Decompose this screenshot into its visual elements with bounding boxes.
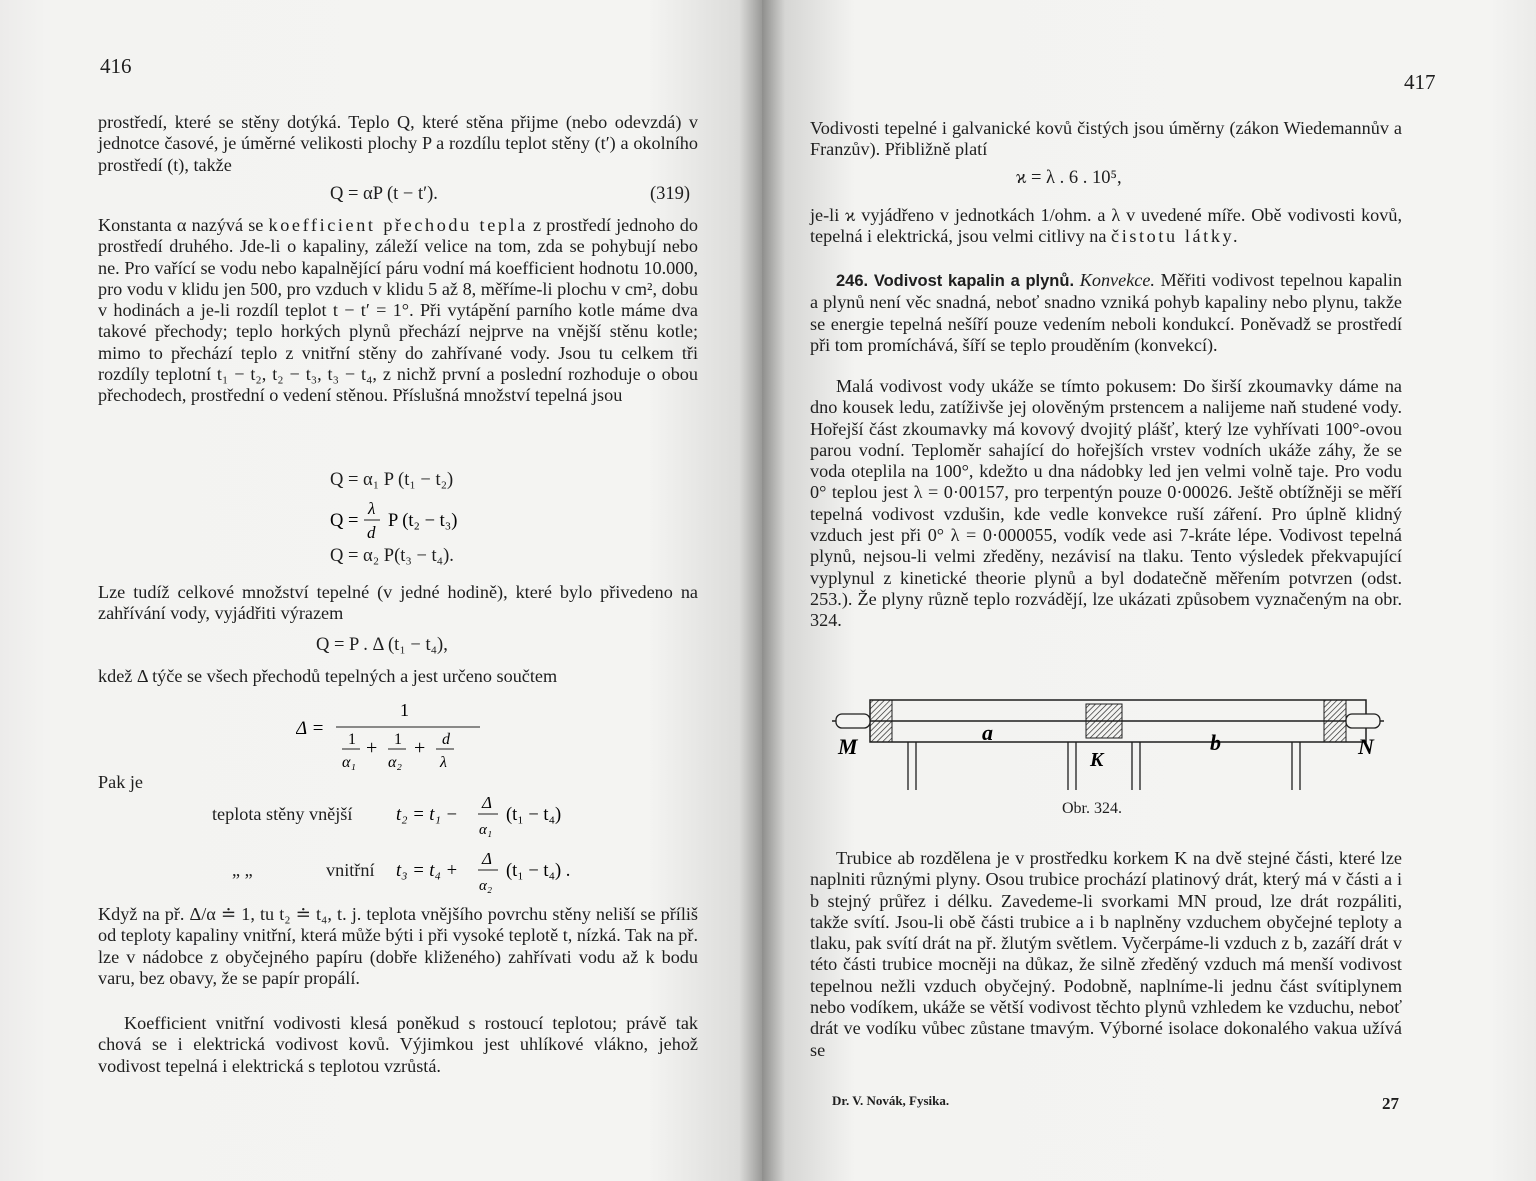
section-246: 246. Vodivost kapalin a plynů. Konvekce. Měřiti vodivost tepelnou kapalin a plynů není věc snadná, neboť snadno vzniká pohyb kapaliny nebo plynu, takže se energie tepelná nešíří pouze vedením neboli kondukcí. Poněvadž se prostředí při tom promíchává, šíří se teplo prouděním (konvekcí).	[810, 270, 1402, 355]
left-para-4: kdež Δ týče se všech přechodů tepelných a jest určeno součtem	[98, 666, 558, 686]
svg-text:(t₁ − t₄) .: (t₁ − t₄) .	[506, 861, 571, 881]
footer-author: Dr. V. Novák, Fysika.	[832, 1093, 950, 1108]
right-stopper	[1324, 700, 1346, 742]
figure-caption: Obr. 324.	[1062, 800, 1122, 817]
right-page-number: 417	[1404, 70, 1436, 94]
label-b: b	[1210, 730, 1221, 755]
left-page	[0, 0, 762, 1181]
label-m: M	[838, 734, 858, 759]
footer-sheet-number: 27	[1382, 1094, 1399, 1113]
svg-text:t₃ = t₄ +: t₃ = t₄ +	[396, 861, 458, 881]
svg-text:λ: λ	[368, 499, 376, 518]
svg-text:Δ =: Δ =	[296, 718, 325, 739]
svg-text:Δ: Δ	[482, 849, 492, 868]
svg-text:1: 1	[394, 731, 402, 748]
equation-q-alpha1: Q = α₁ P (t₁ − t₂)	[330, 470, 454, 490]
left-stopper	[870, 700, 892, 742]
section-title: Vodivost kapalin a plynů.	[873, 272, 1075, 290]
cork-k	[1086, 704, 1122, 738]
right-para-5: Trubice ab rozdělena je v prostředku korkem K na dvě stejné části, které lze naplniti různými plyny. Osou trubice prochází platinový drát, který má v části a i b stejný průřez i délku. Zavedeme-li svorkami MN proud, lze drát rozpáliti, takže svítí. Jsou-li obě části trubice a i b naplněny vzduchem obyčejné teploty a tlaku, pak svítí drát na př. žlutým světlem. Vyčerpáme-li vzduch z b, zazáří drát v této části trubice mocněji na důkaz, že silně zředěný vzduch má menší vodivost tepelnou nežli vzduch obyčejný. Podobně, naplníme-li jednu část svítiplynem nebo vodíkem, ukáže se větší vodivost těchto plynů vzhledem ke vzduchu, neboť drát ve vodíku vůbec zůstane tmavým. Výborné isolace dokonalého vakua užívá se	[810, 848, 1402, 1060]
term-cistotu: čistotu látky.	[1111, 226, 1241, 247]
left-para-3: Lze tudíž celkové množství tepelné (v jedné hodině), které bylo přivedeno na zahřívání vody, vyjádřiti výrazem	[98, 582, 698, 624]
svg-text:P (t₂ − t₃): P (t₂ − t₃)	[388, 511, 458, 531]
svg-text:Q =: Q =	[330, 511, 359, 531]
svg-text:λ: λ	[440, 754, 447, 771]
outer-wall-label: teplota stěny vnější	[212, 804, 353, 824]
equation-outer-wall	[396, 788, 596, 840]
label-n: N	[1358, 734, 1374, 759]
svg-text:α₁: α₁	[342, 754, 356, 771]
pak-je: Pak je	[98, 772, 143, 792]
svg-text:d: d	[367, 523, 376, 542]
svg-text:+: +	[366, 737, 378, 759]
equation-319: Q = αP (t − t′).	[330, 184, 438, 204]
equation-q-alpha2: Q = α₂ P(t₃ − t₄).	[330, 546, 454, 566]
equation-number-319: (319)	[650, 184, 691, 204]
section-number: 246.	[836, 272, 869, 290]
equation-delta	[296, 694, 516, 776]
equation-inner-wall	[396, 844, 596, 896]
right-para-1: Vodivosti tepelné i galvanické kovů čistých jsou úměrny (zákon Wiedemannův a Franzův). Přibližně platí	[810, 118, 1402, 160]
left-para-1: prostředí, které se stěny dotýká. Teplo Q, které stěna přijme (nebo odevzdá) v jednotce časové, je úměrné velikosti plochy P a rozdílu teplot stěny (t′) a okolního prostředí (t), takže	[98, 112, 698, 175]
right-page	[762, 0, 1536, 1181]
equation-kappa: ϰ = λ . 6 . 10⁵,	[1016, 168, 1122, 188]
left-para-6: Koefficient vnitřní vodivosti klesá poněkud s rostoucí teplotou; právě tak chová se i elektrická vodivost kovů. Výjimkou jest uhlíkové vlákno, jehož vodivost tepelná i elektrická s teplotou vzrůstá.	[98, 1013, 698, 1076]
left-para-5: Když na př. Δ/α ≐ 1, tu t₂ ≐ t₄, t. j. teplota vnějšího povrchu stěny neliší se příliš od teploty kapaliny vnitřní, která může býti i při vysoké teplotě t, nízká. Tak na př. lze v nádobce z obyčejného papíru (dobře kliženého) zahřívati vodu až k bodu varu, bez obavy, že se papír propálí.	[98, 904, 698, 988]
label-a: a	[982, 720, 993, 745]
term-koefficient: koefficient přechodu tepla	[268, 215, 528, 235]
terminal-n	[1346, 714, 1380, 728]
svg-text:1: 1	[400, 700, 409, 720]
section-subtitle: Konvekce.	[1079, 270, 1155, 290]
inner-wall-label: vnitřní	[326, 860, 375, 880]
left-page-number: 416	[100, 54, 132, 78]
equation-q-lambda	[330, 496, 510, 544]
equation-total: Q = P . Δ (t₁ − t₄),	[316, 635, 448, 655]
svg-text:t₂ = t₁ −: t₂ = t₁ −	[396, 805, 458, 825]
svg-text:(t₁ − t₄): (t₁ − t₄)	[506, 805, 562, 825]
left-para-2: Konstanta α nazývá se koefficient přechodu tepla z prostředí jednoho do prostředí druhého. Jde-li o kapaliny, záleží velice na tom, zda se pohybují nebo ne. Pro vařící se vodu nebo kapalnějící páru vodní má koefficient hodnotu 10.000, pro vodu v klidu jen 500, pro vzduch v klidu 5 až 8, měříme-li plochu v cm², dobu v hodinách a je-li rozdíl teplot t − t′ = 1°. Při vytápění parního kotle máme dva takové přechody; teplo horkých plynů přechází nejprve na vnější stěnu kotle; mimo to přechází teplo z vnitřní stěny do zahřívané vody. Jsou tu celkem tři rozdíly teplotní t₁ − t₂, t₂ − t₃, t₃ − t₄, z nichž první a poslední rozhoduje o obou přechodech, prostřední o vedení stěnou. Příslušná množství tepelná jsou	[98, 215, 698, 406]
label-k: K	[1090, 749, 1104, 771]
svg-text:Δ: Δ	[482, 793, 492, 812]
ditto-marks: „ „	[232, 860, 253, 880]
svg-text:α₂: α₂	[479, 878, 493, 894]
right-para-4: Malá vodivost vody ukáže se tímto pokusem: Do širší zkoumavky dáme na dno kousek ledu, zatíživše jej olověným prstencem a nalijeme naň studené vody. Hořejší část zkoumavky má kovový dvojitý plášť, který lze vyhřívati 100°-ovou parou vodní. Teploměr sahající do hořejších vrstev vodních ukáže záhy, že se voda oteplila na 100°, kdežto u dna nádobky led jen velmi volně taje. Pro vodu 0° teplou jest λ = 0·00157, pro terpentýn pouze 0·00026. Ještě obtížněji se měří tepelná vodivost vzdušin, kde vedle konvekce ruší záření. Pro úplně klidný vzduch jest při 0° λ = 0·000055, vodík vede asi 7-kráte lépe. Vodivost tepelná plynů, nejsou-li velmi zředěny, nezávisí na tlaku. Tento výsledek překvapující vyplynul z kinetické theorie plynů a byl dodatečně měřením potvrzen (odst. 253.). Že plyny různě teplo rozvádějí, lze ukázati způsobem vyznačeným na obr. 324.	[810, 376, 1402, 631]
svg-text:α₂: α₂	[388, 754, 402, 771]
svg-text:+: +	[414, 737, 426, 759]
right-para-2: je-li ϰ vyjádřeno v jednotkách 1/ohm. a λ v uvedené míře. Obě vodivosti kovů, tepelná i elektrická, jsou velmi citlivy na čistotu látky.	[810, 205, 1402, 247]
terminal-m	[836, 714, 870, 728]
svg-text:d: d	[442, 731, 450, 748]
svg-text:α₁: α₁	[479, 822, 493, 838]
svg-text:1: 1	[348, 731, 356, 748]
